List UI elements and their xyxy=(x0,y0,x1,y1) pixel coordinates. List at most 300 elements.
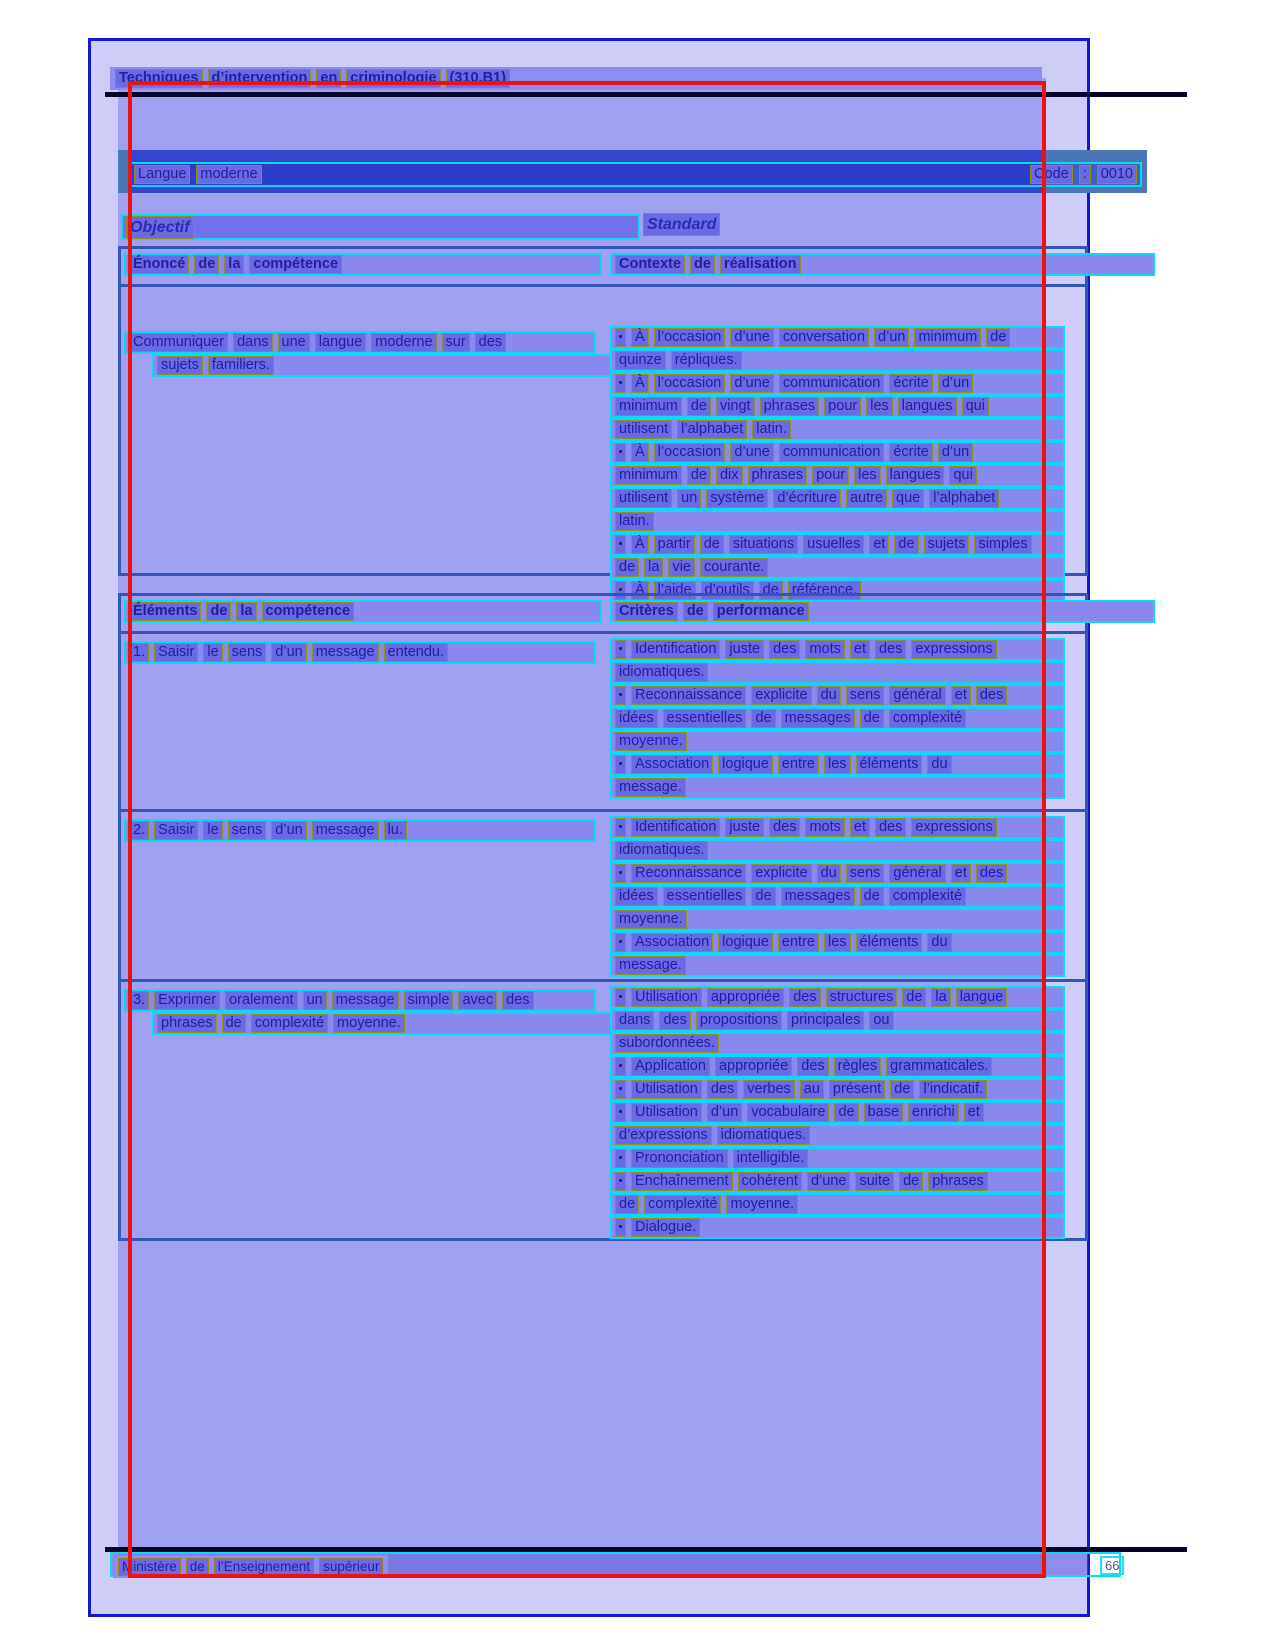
word-box: phrases xyxy=(760,397,820,416)
line-box xyxy=(610,372,1065,395)
word-box: au xyxy=(800,1080,824,1099)
word-box: Association xyxy=(631,933,713,952)
bullet-item xyxy=(610,1101,1065,1147)
text-paragraph xyxy=(124,819,596,842)
line-box xyxy=(610,1124,1065,1147)
word-box: sens xyxy=(846,686,885,705)
word-box: phrases xyxy=(748,466,808,485)
word-box: les xyxy=(854,466,881,485)
word-box: des xyxy=(707,1080,738,1099)
word-box: À xyxy=(631,443,649,462)
word-box: idées xyxy=(615,887,658,906)
word-box: l’occasion xyxy=(654,374,726,393)
word-box: des xyxy=(789,988,820,1007)
line-box xyxy=(610,556,1065,579)
bullet-icon: • xyxy=(615,864,626,883)
word-box: familiers. xyxy=(208,356,274,375)
word-box: entre xyxy=(778,755,819,774)
criteres-header xyxy=(610,600,1155,623)
word-box: Communiquer xyxy=(129,333,228,352)
bullet-item xyxy=(610,638,1065,684)
word-box: de xyxy=(186,1558,209,1576)
word-box: simple xyxy=(404,991,454,1010)
line-box xyxy=(610,753,1065,776)
word-box: essentielles xyxy=(663,709,747,728)
word-box: et xyxy=(850,818,870,837)
bullet-icon: • xyxy=(615,1149,626,1168)
elements-table xyxy=(118,593,1088,1241)
word-box: moderne xyxy=(371,333,436,352)
word-box: dans xyxy=(233,333,272,352)
word-box: latin. xyxy=(615,512,654,531)
word-box: Langue xyxy=(134,165,190,184)
word-box: subordonnées. xyxy=(615,1034,719,1053)
word-box: expressions xyxy=(911,818,996,837)
word-box: criminologie xyxy=(346,69,440,88)
line-box xyxy=(610,533,1065,556)
word-box: système xyxy=(706,489,768,508)
word-box: l’indicatif. xyxy=(919,1080,987,1099)
word-box: 2. xyxy=(129,821,149,840)
word-box: d’expressions xyxy=(615,1126,712,1145)
word-box: compétence xyxy=(262,602,355,621)
word-box: Saisir xyxy=(154,643,198,662)
word-box: logique xyxy=(718,933,773,952)
word-box: Association xyxy=(631,755,713,774)
word-box: des xyxy=(976,686,1007,705)
word-box: communication xyxy=(779,443,885,462)
line-box xyxy=(610,908,1065,931)
word-box: moderne xyxy=(196,165,261,184)
word-box: dans xyxy=(615,1011,654,1030)
word-box: moyenne. xyxy=(333,1014,405,1033)
elements-table-header-row xyxy=(121,596,1085,634)
word-box: message xyxy=(312,643,379,662)
text-paragraph xyxy=(124,641,596,664)
line-box xyxy=(610,464,1065,487)
word-box: idées xyxy=(615,709,658,728)
bullet-item xyxy=(610,931,1065,977)
word-box: la xyxy=(236,602,256,621)
word-box: message xyxy=(332,991,399,1010)
word-box: moyenne. xyxy=(615,732,687,751)
word-box: idiomatiques. xyxy=(615,841,708,860)
word-box: de xyxy=(751,887,775,906)
word-box: performance xyxy=(713,602,809,621)
word-box: quinze xyxy=(615,351,666,370)
line-box xyxy=(610,862,1065,885)
line-box xyxy=(610,885,1065,908)
word-box: lu. xyxy=(384,821,407,840)
word-box: d’un xyxy=(938,374,973,393)
word-box: oralement xyxy=(225,991,297,1010)
word-box: Exprimer xyxy=(154,991,220,1010)
word-box: Code xyxy=(1030,165,1073,184)
word-box: appropriée xyxy=(707,988,784,1007)
word-box: message. xyxy=(615,956,686,975)
word-box: cohérent xyxy=(738,1172,802,1191)
word-box: propositions xyxy=(696,1011,782,1030)
word-box: les xyxy=(824,755,851,774)
word-box: : xyxy=(1079,165,1091,184)
word-box: utilisent xyxy=(615,489,672,508)
word-box: communication xyxy=(779,374,885,393)
line-box xyxy=(610,638,1065,661)
word-box: règles xyxy=(834,1057,882,1076)
word-box: minimum xyxy=(615,397,682,416)
word-box: partir xyxy=(654,535,695,554)
word-box: des xyxy=(875,818,906,837)
word-box: explicite xyxy=(751,686,811,705)
header-rule xyxy=(105,92,1187,97)
word-box: À xyxy=(631,581,649,600)
word-box: de xyxy=(687,397,711,416)
word-box: autre xyxy=(846,489,887,508)
word-box: verbes xyxy=(743,1080,795,1099)
word-box: et xyxy=(850,640,870,659)
word-box: expressions xyxy=(911,640,996,659)
word-box: des xyxy=(659,1011,690,1030)
bullet-item xyxy=(610,816,1065,862)
elements-header xyxy=(124,600,602,623)
word-box: courante. xyxy=(700,558,768,577)
word-box: la xyxy=(931,988,950,1007)
word-box: langue xyxy=(315,333,367,352)
word-box: messages xyxy=(781,709,855,728)
word-box: Ministère xyxy=(118,1558,181,1576)
element-row-3 xyxy=(121,979,1085,1238)
word-box: de xyxy=(615,558,639,577)
word-box: suite xyxy=(855,1172,894,1191)
word-box: une xyxy=(278,333,310,352)
word-box: Standard xyxy=(643,213,720,236)
word-box: supérieur xyxy=(319,1558,383,1576)
bullet-item xyxy=(610,441,1065,533)
word-box: de xyxy=(860,887,884,906)
line-box xyxy=(610,931,1065,954)
bullet-icon: • xyxy=(615,374,626,393)
word-box: structures xyxy=(826,988,898,1007)
line-box xyxy=(610,684,1065,707)
word-box: et xyxy=(951,686,971,705)
element-row-1 xyxy=(121,634,1085,809)
text-paragraph xyxy=(124,331,624,377)
word-box: et xyxy=(951,864,971,883)
bullet-icon: • xyxy=(615,933,626,952)
bullet-icon: • xyxy=(615,581,626,600)
word-box: avec xyxy=(458,991,497,1010)
word-box: d’une xyxy=(730,374,773,393)
word-box: les xyxy=(824,933,851,952)
word-box: complexité xyxy=(251,1014,328,1033)
banner-line xyxy=(129,162,1142,187)
word-box: et xyxy=(964,1103,984,1122)
word-box: complexité xyxy=(644,1195,721,1214)
word-box: de xyxy=(615,1195,639,1214)
contexte-header xyxy=(610,253,1155,276)
word-box: Utilisation xyxy=(631,1080,702,1099)
word-box: du xyxy=(817,686,841,705)
word-box: présent xyxy=(829,1080,885,1099)
word-box: vie xyxy=(668,558,695,577)
bullet-item xyxy=(610,1055,1065,1078)
word-box: explicite xyxy=(751,864,811,883)
word-box: mots xyxy=(805,818,844,837)
word-box: de xyxy=(194,255,219,274)
line-box xyxy=(610,510,1065,533)
bullet-item xyxy=(610,1216,1065,1239)
word-box: un xyxy=(677,489,701,508)
line-box xyxy=(610,1101,1065,1124)
word-box: enrichi xyxy=(908,1103,959,1122)
bullet-icon: • xyxy=(615,686,626,705)
word-box: de xyxy=(890,1080,914,1099)
word-box: essentielles xyxy=(663,887,747,906)
bullet-item xyxy=(610,753,1065,799)
word-box: Contexte xyxy=(615,255,685,274)
word-box: répliques. xyxy=(671,351,742,370)
word-box: d’un xyxy=(271,821,306,840)
context-cell xyxy=(610,326,1065,602)
word-box: idiomatiques. xyxy=(615,663,708,682)
word-box: sur xyxy=(442,333,470,352)
word-box: À xyxy=(631,328,649,347)
word-box: général xyxy=(889,686,945,705)
word-box: intelligible. xyxy=(733,1149,809,1168)
word-box: de xyxy=(899,1172,923,1191)
bullet-icon: • xyxy=(615,1103,626,1122)
word-box: de xyxy=(690,255,715,274)
word-box: l’aide xyxy=(654,581,696,600)
criteria-cell-0 xyxy=(610,638,1065,799)
word-box: mots xyxy=(805,640,844,659)
word-box: moyenne. xyxy=(726,1195,798,1214)
competence-table-header-row xyxy=(121,249,1085,287)
statement-cell xyxy=(124,331,624,377)
word-box: de xyxy=(860,709,884,728)
word-box: de xyxy=(902,988,926,1007)
word-box: un xyxy=(303,991,327,1010)
criteria-cell-2 xyxy=(610,986,1065,1239)
word-box: Identification xyxy=(631,818,720,837)
word-box: minimum xyxy=(914,328,981,347)
word-box: du xyxy=(927,755,951,774)
line-box xyxy=(610,954,1065,977)
word-box: Techniques xyxy=(115,69,203,88)
word-box: juste xyxy=(725,640,764,659)
text-paragraph xyxy=(124,989,624,1035)
word-box: la xyxy=(644,558,663,577)
word-box: complexité xyxy=(889,709,966,728)
bullet-item xyxy=(610,1147,1065,1170)
word-box: messages xyxy=(781,887,855,906)
word-box: le xyxy=(203,821,222,840)
word-box: (310.B1) xyxy=(446,69,510,88)
word-box: 1. xyxy=(129,643,149,662)
word-box: principales xyxy=(787,1011,864,1030)
line-box xyxy=(610,395,1065,418)
word-box: sens xyxy=(228,643,267,662)
word-box: d’écriture xyxy=(773,489,841,508)
word-box: Reconnaissance xyxy=(631,686,746,705)
word-box: de xyxy=(222,1014,246,1033)
page-number: 66 xyxy=(1100,1556,1124,1575)
word-box: en xyxy=(316,69,341,88)
word-box: message xyxy=(312,821,379,840)
word-box: entendu. xyxy=(384,643,448,662)
word-box: À xyxy=(631,535,649,554)
word-box: Reconnaissance xyxy=(631,864,746,883)
word-box: d’un xyxy=(874,328,909,347)
word-box: des xyxy=(976,864,1007,883)
word-box: moyenne. xyxy=(615,910,687,929)
line-box xyxy=(610,1055,1065,1078)
word-box: d’un xyxy=(707,1103,742,1122)
word-box: complexité xyxy=(889,887,966,906)
word-box: Prononciation xyxy=(631,1149,728,1168)
word-box: écrite xyxy=(889,374,932,393)
word-box: des xyxy=(875,640,906,659)
word-box: les xyxy=(866,397,893,416)
line-box xyxy=(610,839,1065,862)
element-row-2 xyxy=(121,809,1085,979)
word-box: du xyxy=(817,864,841,883)
word-box: du xyxy=(927,933,951,952)
word-box: qui xyxy=(949,466,976,485)
word-box: conversation xyxy=(779,328,869,347)
word-box: langue xyxy=(956,988,1008,1007)
bullet-icon: • xyxy=(615,328,626,347)
word-box: de xyxy=(834,1103,858,1122)
word-box: Critères xyxy=(615,602,678,621)
word-box: situations xyxy=(729,535,798,554)
line-box xyxy=(610,707,1065,730)
word-box: d’une xyxy=(730,328,773,347)
bullet-item xyxy=(610,986,1065,1055)
line-box xyxy=(610,661,1065,684)
word-box: de xyxy=(206,602,231,621)
word-box: éléments xyxy=(856,755,923,774)
element-cell-1 xyxy=(124,819,596,842)
word-box: de xyxy=(986,328,1010,347)
word-box: sens xyxy=(846,864,885,883)
bullet-item xyxy=(610,1078,1065,1101)
line-box xyxy=(610,1216,1065,1239)
element-cell-0 xyxy=(124,641,596,664)
competence-table xyxy=(118,246,1088,598)
word-box: l’alphabet xyxy=(929,489,999,508)
line-box xyxy=(610,816,1065,839)
bullet-icon: • xyxy=(615,443,626,462)
word-box: Application xyxy=(631,1057,710,1076)
word-box: l’occasion xyxy=(654,328,726,347)
line-box xyxy=(610,1147,1065,1170)
line-box xyxy=(610,730,1065,753)
bullet-icon: • xyxy=(615,818,626,837)
word-box: sens xyxy=(228,821,267,840)
line-box xyxy=(610,1009,1065,1032)
word-box: écrite xyxy=(889,443,932,462)
word-box: de xyxy=(687,466,711,485)
word-box: des xyxy=(769,818,800,837)
line-box xyxy=(610,1078,1065,1101)
word-box: usuelles xyxy=(803,535,864,554)
word-box: Objectif xyxy=(126,216,194,239)
line-box xyxy=(610,441,1065,464)
word-box: message. xyxy=(615,778,686,797)
word-box: minimum xyxy=(615,466,682,485)
bullet-icon: • xyxy=(615,988,626,1007)
word-box: d’intervention xyxy=(208,69,312,88)
word-box: la xyxy=(224,255,244,274)
element-cell-2 xyxy=(124,989,624,1035)
word-box: vocabulaire xyxy=(747,1103,829,1122)
word-box: des xyxy=(475,333,506,352)
line-box xyxy=(610,326,1065,349)
word-box: latin. xyxy=(752,420,791,439)
line-box xyxy=(124,641,596,664)
word-box: 0010 xyxy=(1097,165,1137,184)
word-box: appropriée xyxy=(715,1057,792,1076)
word-box: Éléments xyxy=(129,602,201,621)
bullet-item xyxy=(610,684,1065,753)
word-box: entre xyxy=(778,933,819,952)
word-box: vingt xyxy=(716,397,755,416)
bullet-icon: • xyxy=(615,1172,626,1191)
standard-label xyxy=(641,213,722,236)
bullet-icon: • xyxy=(615,1057,626,1076)
line-box xyxy=(610,1193,1065,1216)
enonce-header xyxy=(124,253,602,276)
word-box: Identification xyxy=(631,640,720,659)
word-box: langues xyxy=(898,397,957,416)
word-box: des xyxy=(797,1057,828,1076)
word-box: d’un xyxy=(271,643,306,662)
word-box: grammaticales. xyxy=(886,1057,992,1076)
word-box: réalisation xyxy=(720,255,801,274)
running-header-line xyxy=(110,67,1042,90)
word-box: Énoncé xyxy=(129,255,189,274)
word-box: de xyxy=(759,581,783,600)
line-box xyxy=(610,986,1065,1009)
word-box: Enchaînement xyxy=(631,1172,733,1191)
line-box xyxy=(152,354,624,377)
word-box: référence. xyxy=(788,581,861,600)
line-box xyxy=(610,349,1065,372)
word-box: général xyxy=(889,864,945,883)
word-box: d’une xyxy=(730,443,773,462)
line-box xyxy=(610,487,1065,510)
word-box: simples xyxy=(974,535,1031,554)
word-box: de xyxy=(683,602,708,621)
word-box: compétence xyxy=(249,255,342,274)
word-box: d’outils xyxy=(701,581,754,600)
word-box: utilisent xyxy=(615,420,672,439)
word-box: et xyxy=(869,535,889,554)
word-box: 3. xyxy=(129,991,149,1010)
bullet-item xyxy=(610,372,1065,441)
word-box: de xyxy=(700,535,724,554)
word-box: l’occasion xyxy=(654,443,726,462)
bullet-icon: • xyxy=(615,535,626,554)
word-box: d’une xyxy=(807,1172,850,1191)
line-box xyxy=(610,418,1065,441)
bullet-item xyxy=(610,533,1065,579)
word-box: de xyxy=(894,535,918,554)
word-box: pour xyxy=(824,397,861,416)
bullet-item xyxy=(610,1170,1065,1216)
line-box xyxy=(124,989,596,1012)
